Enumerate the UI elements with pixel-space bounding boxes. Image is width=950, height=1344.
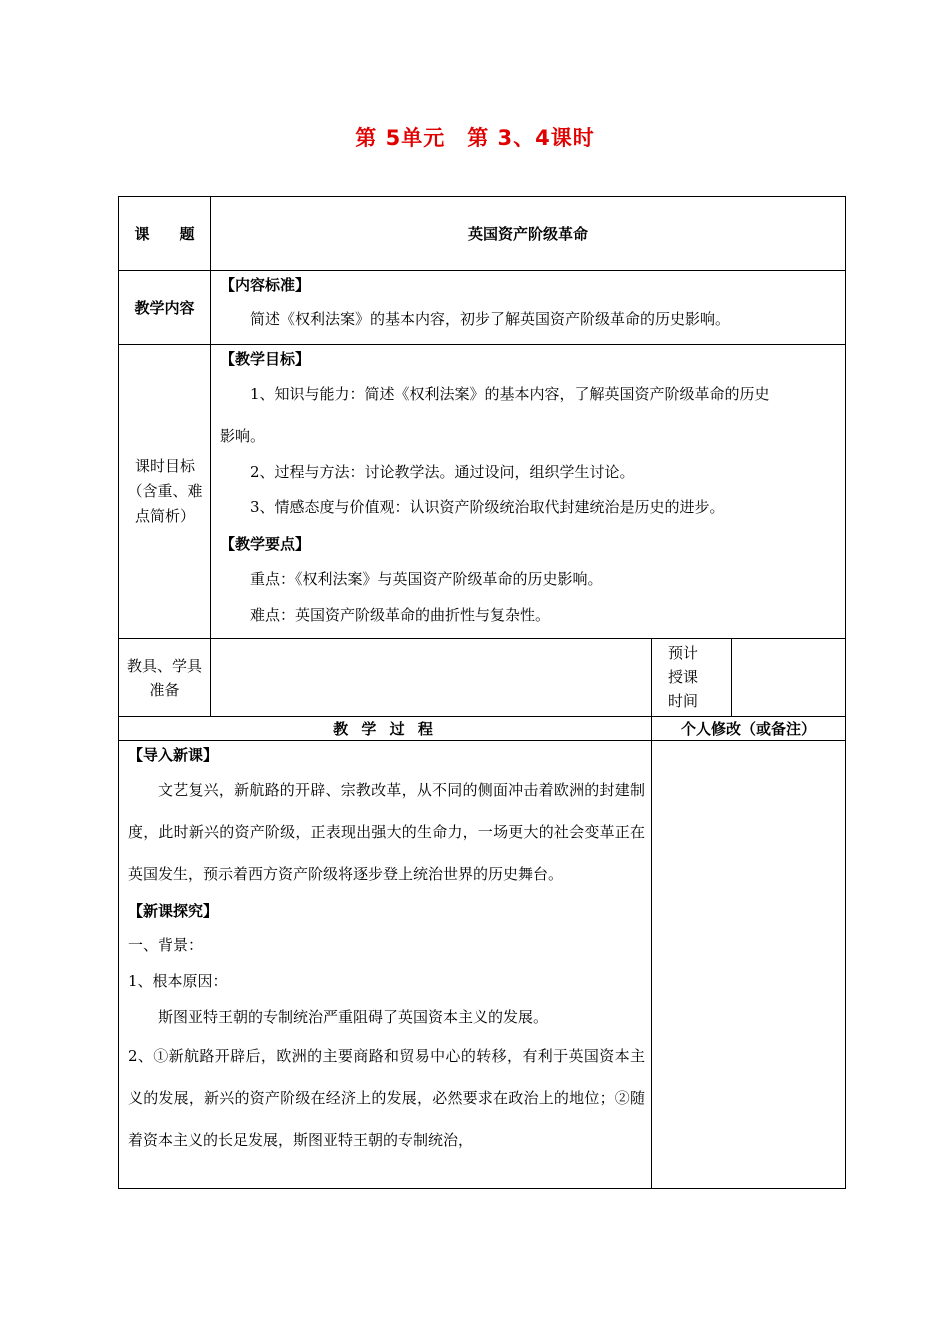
root-cause-label: 1、根本原因： — [128, 972, 228, 990]
process-header: 教 学 过 程 — [333, 720, 437, 738]
time-value — [732, 639, 845, 716]
topic-label: 课 题 — [134, 225, 195, 243]
objective-item-3: 3、情感态度与价值观：认识资产阶级统治取代封建统治是历史的进步。 — [250, 498, 725, 516]
objective-item-1-cont: 影响。 — [220, 427, 266, 445]
objectives-label: 课时目标（含重、难点简析） — [127, 457, 203, 525]
intro-text: 文艺复兴，新航路的开辟、宗教改革，从不同的侧面冲击着欧洲的封建制度，此时新兴的资产阶级，正表现出强大的生命力，一场更大的社会变革正在英国发生，预示着西方资产阶级将逐步登上统治世界的历史舞台。 — [128, 781, 645, 883]
background-heading: 一、背景： — [128, 936, 204, 954]
tools-value — [211, 639, 651, 716]
tools-label: 教具、学具准备 — [126, 656, 202, 699]
topic-value: 英国资产阶级革命 — [467, 225, 588, 243]
content-heading: 【内容标准】 — [220, 276, 311, 294]
intro-heading: 【导入新课】 — [128, 746, 219, 764]
content-text: 简述《权利法案》的基本内容，初步了解英国资产阶级革命的历史影响。 — [250, 310, 731, 328]
new-lesson-heading: 【新课探究】 — [128, 902, 219, 920]
notes-cell[interactable] — [652, 741, 845, 1188]
objective-item-1: 1、知识与能力：简述《权利法案》的基本内容，了解英国资产阶级革命的历史 — [250, 385, 770, 403]
page-title: 第 5单元 第 3、4课时 — [355, 126, 595, 150]
content-label: 教学内容 — [134, 299, 195, 317]
notes-header: 个人修改（或备注） — [680, 720, 816, 738]
time-label: 预计授课时间 — [668, 644, 699, 710]
key-point-focus: 重点：《权利法案》与英国资产阶级革命的历史影响。 — [250, 570, 603, 588]
key-points-heading: 【教学要点】 — [220, 535, 311, 553]
key-point-difficulty: 难点：英国资产阶级革命的曲折性与复杂性。 — [250, 606, 551, 624]
point-2-text: 2、①新航路开辟后，欧洲的主要商路和贸易中心的转移，有利于英国资本主义的发展，新兴的资产阶级在经济上的发展，必然要求在政治上的地位；②随着资本主义的长足发展，斯图亚特王朝的专制统治， — [128, 1047, 645, 1149]
objectives-heading: 【教学目标】 — [220, 350, 311, 368]
root-cause-text: 斯图亚特王朝的专制统治严重阻碍了英国资本主义的发展。 — [158, 1008, 549, 1026]
objective-item-2: 2、过程与方法：讨论教学法。通过设问，组织学生讨论。 — [250, 463, 635, 481]
